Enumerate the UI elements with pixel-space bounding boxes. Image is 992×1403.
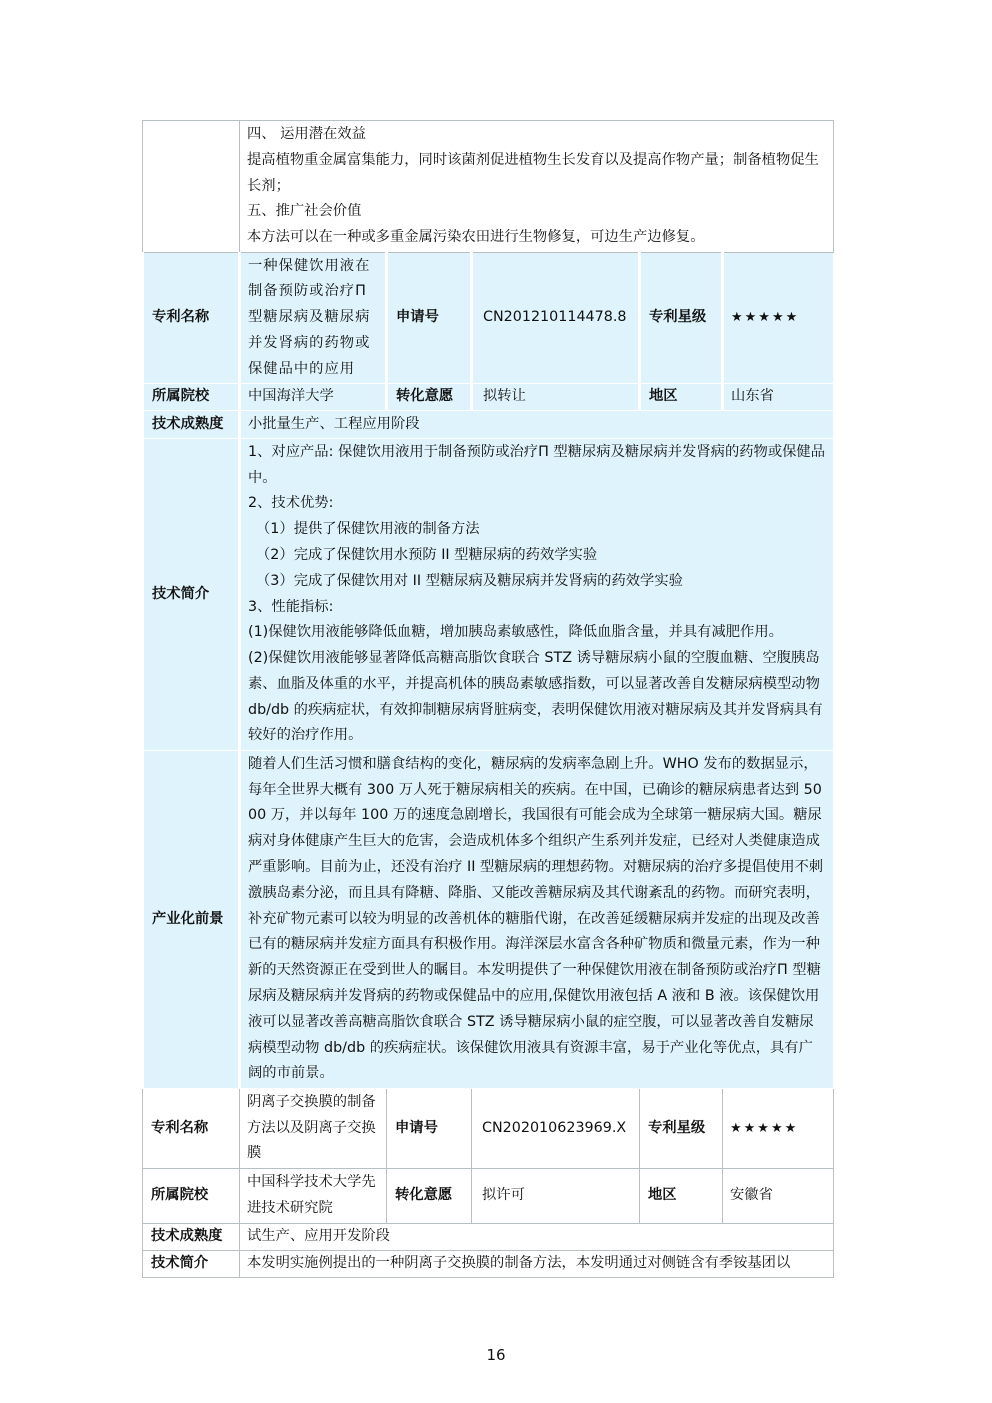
label-summary: 技术简介 — [143, 439, 240, 751]
text-line: 提高植物重金属富集能力，同时该菌剂促进植物生长发育以及提高作物产量；制备植物促生长剂； — [247, 151, 819, 194]
prev-entry-row — [143, 121, 834, 253]
star-rating: ★★★★★ — [723, 253, 834, 384]
patent2-name-row — [143, 1089, 834, 1169]
label-university: 所属院校 — [143, 1169, 240, 1224]
transfer-intent: 拟许可 — [472, 1169, 640, 1224]
label-region: 地区 — [640, 1169, 723, 1224]
prospects: 随着人们生活习惯和膳食结构的变化，糖尿病的发病率急剧上升。WHO 发布的数据显示，每年全世界大概有 300 万人死于糖尿病相关的疾病。在中国，已确诊的糖尿病患者达到 5000 万，并以每年 100 万的速度急剧增长，我国很有可能会成为全球第一糖尿病大国。糖尿病对身体健康产生巨大的危害，会造成机体多个组织产生系列并发症，已经对人类健康造成严重影响。目前为止，还没有治疗 II 型糖尿病的理想药物。对糖尿病的治疗多提倡使用不刺激胰岛素分泌，而且具有降糖、降脂、又能改善糖尿病及其代谢紊乱的药物。而研究表明，补充矿物元素可以较为明显的改善机体的糖脂代谢，在改善延缓糖尿病并发症的出现及改善已有的糖尿病并发症方面具有积极作用。海洋深层水富含各种矿物质和微量元素，作为一种新的天然资源正在受到世人的瞩目。本发明提供了一种保健饮用液在制备预防或治疗Π 型糖尿病及糖尿病并发肾病的药物或保健品中的应用,保健饮用液包括 A 液和 B 液。该保健饮用液可以显著改善高糖高脂饮食联合 STZ 诱导糖尿病小鼠的症空腹，可以显著改善自发糖尿病模型动物 db/db 的疾病症状。该保健饮用液具有资源丰富，易于产业化等优点，具有广阔的市前景。 — [240, 751, 834, 1089]
transfer-intent: 拟转让 — [472, 384, 640, 411]
text-line: (1)保健饮用液能够降低血糖，增加胰岛素敏感性，降低血脂含量，并具有减肥作用。 — [248, 624, 783, 641]
patent1-maturity-row — [143, 411, 834, 439]
label-application-no: 申请号 — [387, 253, 472, 384]
text-line: 2、技术优势: — [248, 495, 334, 512]
summary — [240, 439, 834, 751]
university: 中国科学技术大学先进技术研究院 — [240, 1169, 387, 1224]
text-line: （1）提供了保健饮用液的制备方法 — [256, 521, 480, 538]
patent1-summary-row — [143, 439, 834, 751]
application-no: CN202010623969.X — [472, 1089, 640, 1169]
university: 中国海洋大学 — [240, 384, 387, 411]
patent1-name-row — [143, 253, 834, 384]
patent-name: 阴离子交换膜的制备方法以及阴离子交换膜 — [240, 1089, 387, 1169]
label-region: 地区 — [640, 384, 723, 411]
region: 山东省 — [723, 384, 834, 411]
label-patent-name: 专利名称 — [143, 1089, 240, 1169]
label-maturity: 技术成熟度 — [143, 1224, 240, 1251]
label-prospects: 产业化前景 — [143, 751, 240, 1089]
summary: 本发明实施例提出的一种阴离子交换膜的制备方法，本发明通过对侧链含有季铵基团以 — [240, 1251, 834, 1278]
text-line: （2）完成了保健饮用水预防 II 型糖尿病的药效学实验 — [256, 546, 598, 563]
prev-entry-text — [240, 121, 834, 253]
patent1-prospects-row — [143, 751, 834, 1089]
label-maturity: 技术成熟度 — [143, 411, 240, 439]
text-line: 本方法可以在一种或多重金属污染农田进行生物修复，可边生产边修复。 — [247, 229, 705, 246]
patent1-university-row — [143, 384, 834, 411]
patent-name: 一种保健饮用液在制备预防或治疗Π型糖尿病及糖尿病并发肾病的药物或保健品中的应用 — [240, 253, 387, 384]
maturity: 试生产、应用开发阶段 — [240, 1224, 834, 1251]
text-line: 3、性能指标: — [248, 598, 334, 615]
patent2-university-row — [143, 1169, 834, 1224]
empty-cell — [143, 121, 240, 253]
patent-table — [141, 120, 834, 1278]
maturity: 小批量生产、工程应用阶段 — [240, 411, 834, 439]
region: 安徽省 — [723, 1169, 834, 1224]
page-number: 16 — [486, 1346, 506, 1364]
label-patent-rating: 专利星级 — [640, 1089, 723, 1169]
label-transfer-intent: 转化意愿 — [387, 384, 472, 411]
label-patent-name: 专利名称 — [143, 253, 240, 384]
label-summary: 技术简介 — [143, 1251, 240, 1278]
label-patent-rating: 专利星级 — [640, 253, 723, 384]
text-line: (2)保健饮用液能够显著降低高糖高脂饮食联合 STZ 诱导糖尿病小鼠的空腹血糖、空腹胰岛素、血脂及体重的水平，并提高机体的胰岛素敏感指数，可以显著改善自发糖尿病模型动物 db/db 的疾病症状，有效抑制糖尿病肾脏病变，表明保健饮用液对糖尿病及其并发肾病具有较好的治疗作用。 — [248, 650, 823, 744]
patent2-summary-row — [143, 1251, 834, 1278]
text-line: （3）完成了保健饮用对 II 型糖尿病及糖尿病并发肾病的药效学实验 — [256, 572, 683, 589]
star-rating: ★★★★★ — [723, 1089, 834, 1169]
text-line: 四、 运用潜在效益 — [247, 126, 366, 142]
patent2-maturity-row — [143, 1224, 834, 1251]
label-application-no: 申请号 — [387, 1089, 472, 1169]
text-line: 五、推广社会价值 — [247, 203, 362, 220]
label-transfer-intent: 转化意愿 — [387, 1169, 472, 1224]
application-no: CN201210114478.8 — [472, 253, 640, 384]
label-university: 所属院校 — [143, 384, 240, 411]
text-line: 1、对应产品: 保健饮用液用于制备预防或治疗Π 型糖尿病及糖尿病并发肾病的药物或保健品中。 — [248, 443, 826, 486]
